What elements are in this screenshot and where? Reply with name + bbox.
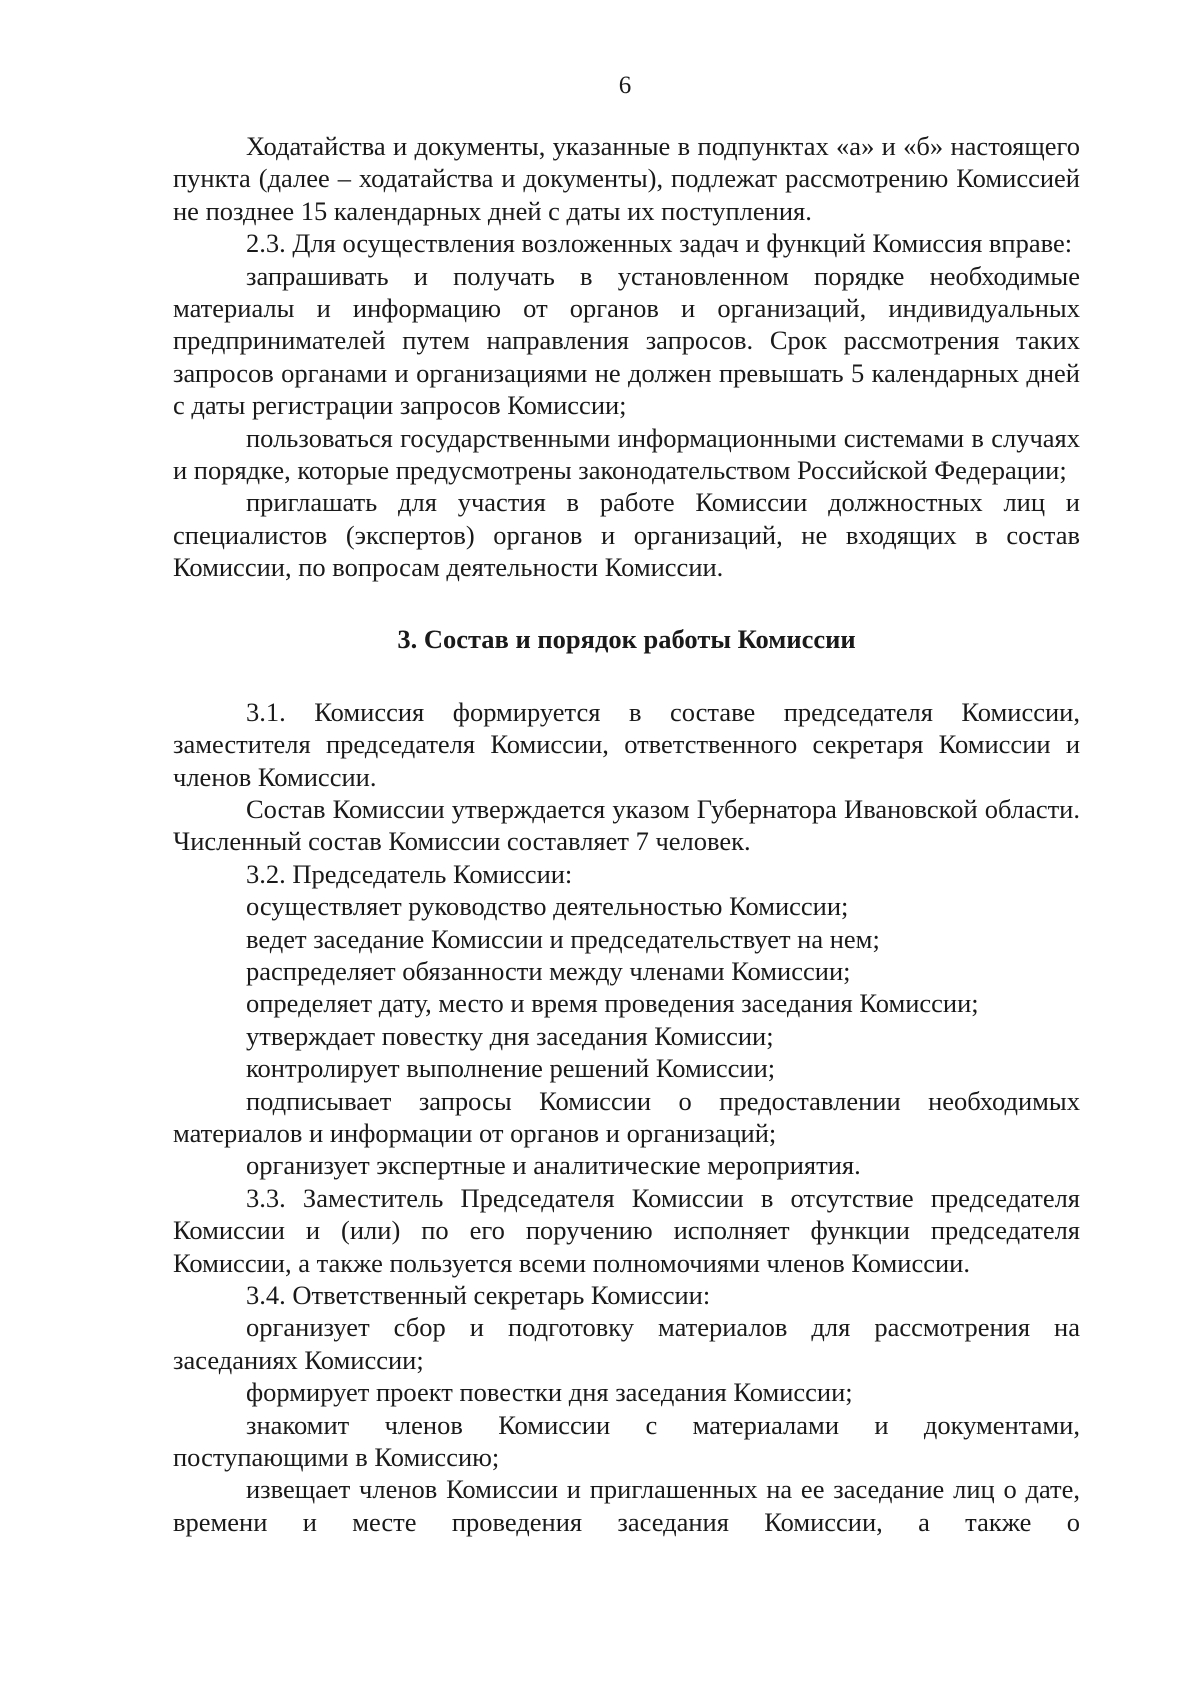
paragraph: запрашивать и получать в установленном порядке необходимые материалы и информацию от органов и организаций, индивидуальных предпринимателей путем направления запросов. Срок рассмотрения таких запросов органами и организациями не должен превышать 5 календарных дней с даты регистрации запросов Комиссии; xyxy=(173,260,1080,421)
paragraph: извещает членов Комиссии и приглашенных на ее заседание лиц о дате, времени и месте проведения заседания Комиссии, а также о xyxy=(173,1474,1080,1537)
paragraph: организует сбор и подготовку материалов для рассмотрения на заседаниях Комиссии; xyxy=(173,1312,1080,1375)
paragraph: формирует проект повестки дня заседания Комиссии; xyxy=(246,1377,853,1408)
section-heading: 3. Состав и порядок работы Комиссии xyxy=(397,623,856,654)
paragraph: организует экспертные и аналитические мероприятия. xyxy=(246,1150,861,1181)
paragraph: осуществляет руководство деятельностью Комиссии; xyxy=(246,891,849,922)
paragraph: утверждает повестку дня заседания Комиссии; xyxy=(246,1020,774,1051)
paragraph: распределяет обязанности между членами Комиссии; xyxy=(246,955,851,986)
paragraph: 3.2. Председатель Комиссии: xyxy=(246,858,573,889)
paragraph: ведет заседание Комиссии и председательствует на нем; xyxy=(246,923,880,954)
paragraph: пользоваться государственными информационными системами в случаях и порядке, которые предусмотрены законодательством Российской Федерации; xyxy=(173,422,1080,486)
paragraph: знакомит членов Комиссии с материалами и документами, поступающими в Комиссию; xyxy=(173,1409,1080,1473)
paragraph: 3.1. Комиссия формируется в составе председателя Комиссии, заместителя председателя Комиссии, ответственного секретаря Комиссии и членов Комиссии. xyxy=(173,696,1080,792)
paragraph: приглашать для участия в работе Комиссии должностных лиц и специалистов (экспертов) органов и организаций, не входящих в состав Комиссии, по вопросам деятельности Комиссии. xyxy=(173,487,1080,583)
paragraph: 2.3. Для осуществления возложенных задач и функций Комиссия вправе: xyxy=(246,228,1073,259)
paragraph: 3.4. Ответственный секретарь Комиссии: xyxy=(246,1280,711,1310)
document-body xyxy=(173,130,1080,1538)
paragraph: контролирует выполнение решений Комиссии; xyxy=(246,1053,776,1084)
paragraph: Ходатайства и документы, указанные в подпунктах «а» и «б» настоящего пункта (далее – ходатайства и документы), подлежат рассмотрению Комиссией не позднее 15 календарных дней с даты их поступления. xyxy=(173,131,1080,226)
paragraph: Состав Комиссии утверждается указом Губернатора Ивановской области. Численный состав Комиссии составляет 7 человек. xyxy=(173,793,1080,857)
paragraph: определяет дату, место и время проведения заседания Комиссии; xyxy=(246,988,979,1019)
paragraph: подписывает запросы Комиссии о предоставлении необходимых материалов и информации от органов и организаций; xyxy=(173,1085,1080,1148)
page-number: 6 xyxy=(618,72,632,99)
paragraph: 3.3. Заместитель Председателя Комиссии в отсутствие председателя Комиссии и (или) по его поручению исполняет функции председателя Комиссии, а также пользуется всеми полномочиями членов Комиссии. xyxy=(173,1182,1080,1278)
